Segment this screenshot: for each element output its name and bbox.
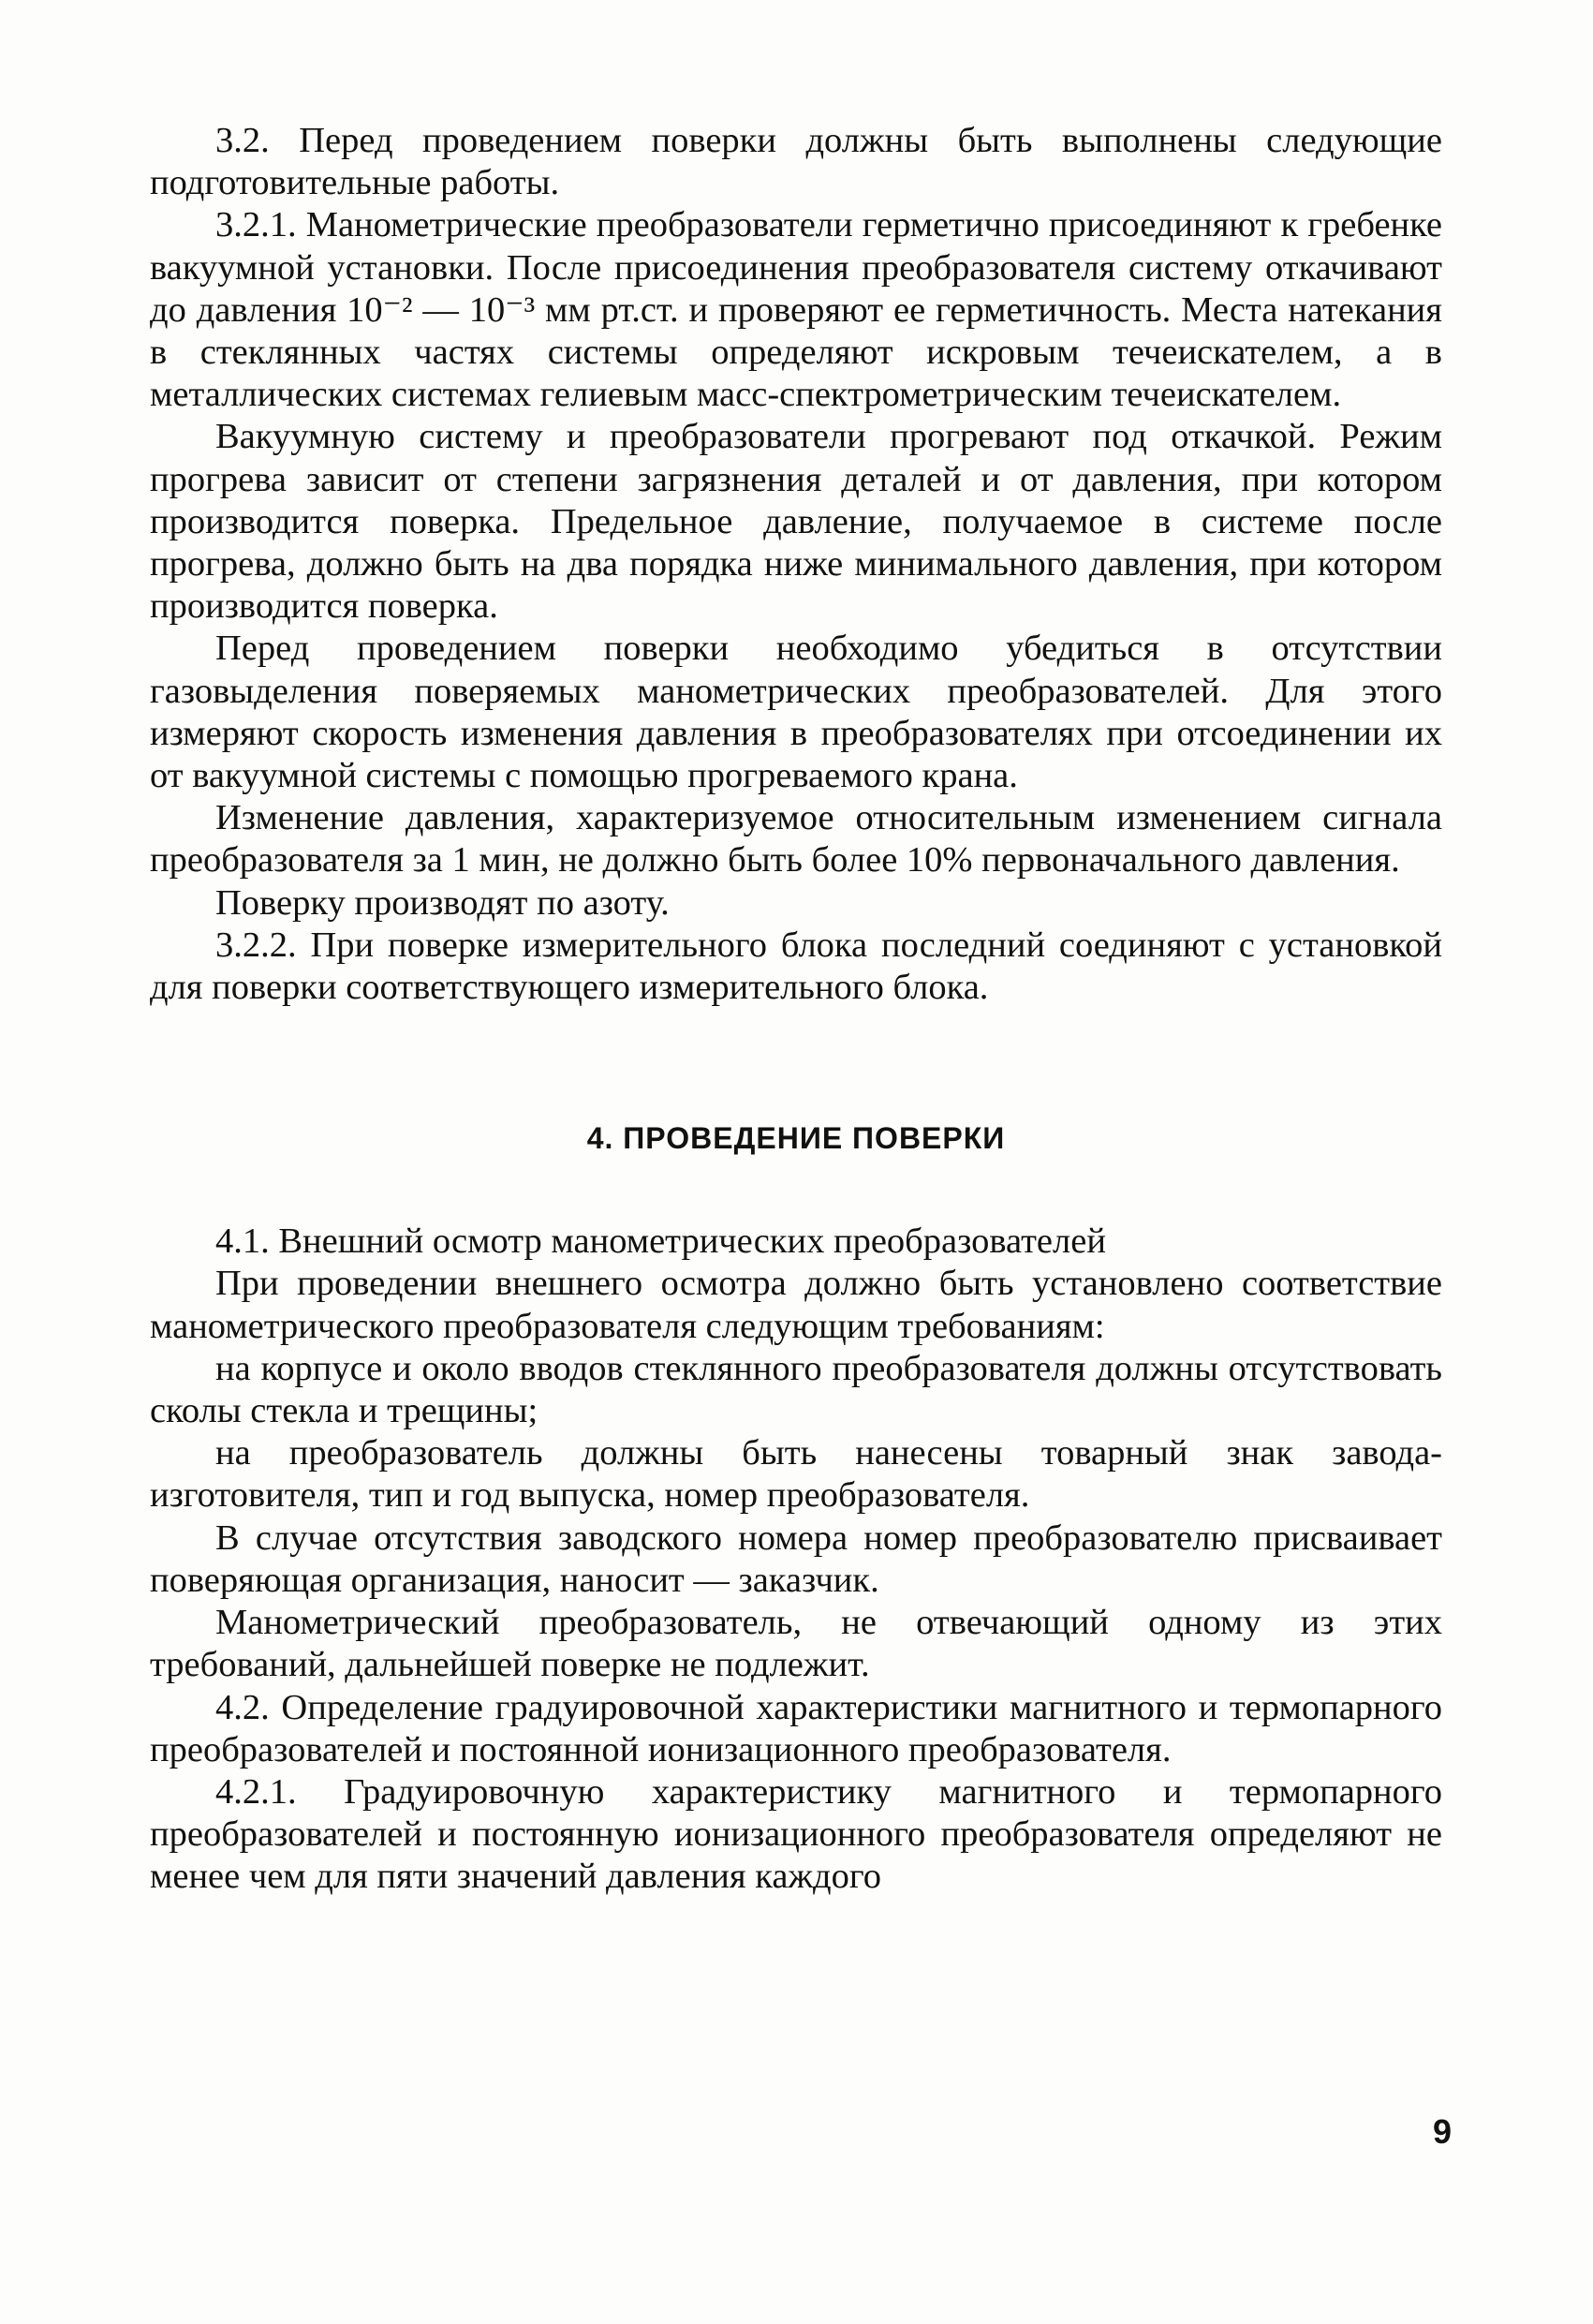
paragraph-3-2-2: 3.2.2. При поверке измерительного блока последний соединяют с установкой для поверки соответствующего измерительного блока. <box>150 925 1442 1008</box>
paragraph-3-2-1: 3.2.1. Манометрические преобразователи герметично присоединяют к гребенке вакуумной установки. После присоединения преобразователя систему откачивают до давления 10⁻² — 10⁻³ мм рт.ст. и проверяют ее герметичность. Места натекания в стеклянных частях системы определяют искровым течеискателем, а в металлических системах гелиевым масс-спектрометрическим течеискателем. <box>150 205 1442 415</box>
paragraph-serial-number: В случае отсутствия заводского номера номер преобразователю присваивает поверяющая организация, наносит — заказчик. <box>150 1517 1442 1600</box>
paragraph-heating: Вакуумную систему и преобразователи прогревают под откачкой. Режим прогрева зависит от степени загрязнения деталей и от давления, при котором производится поверка. Предельное давление, получаемое в системе после прогрева, должно быть на два порядка ниже минимального давления, при котором производится поверка. <box>150 417 1442 627</box>
heading-spacer <box>150 1009 1442 1119</box>
heading-spacer-after <box>150 1157 1442 1221</box>
paragraph-4-2-1: 4.2.1. Градуировочную характеристику магнитного и термопарного преобразователей и постоянную ионизационного преобразователя определяют не менее чем для пяти значений давления каждого <box>150 1771 1442 1897</box>
page-number: 9 <box>1432 2112 1452 2151</box>
body-text <box>150 120 1442 1899</box>
paragraph-4-1: 4.1. Внешний осмотр манометрических преобразователей <box>215 1221 1106 1262</box>
paragraph-nitrogen: Поверку производят по азоту. <box>215 882 670 923</box>
paragraph-requirement-2: на преобразователь должны быть нанесены товарный знак завода-изготовителя, тип и год выпуска, номер преобразователя. <box>150 1433 1442 1516</box>
paragraph-4-2: 4.2. Определение градуировочной характеристики магнитного и термопарного преобразователей и постоянной ионизационного преобразователя. <box>150 1687 1442 1769</box>
paragraph-requirement-1: на корпусе и около вводов стеклянного преобразователя должны отсутствовать сколы стекла и трещины; <box>150 1348 1442 1431</box>
paragraph-3-2: 3.2. Перед проведением поверки должны быть выполнены следующие подготовительные работы. <box>150 121 1442 203</box>
paragraph-pressure-change: Изменение давления, характеризуемое относительным изменением сигнала преобразователя за 1 мин, не должно быть более 10% первоначального давления. <box>150 798 1442 881</box>
section-heading: 4. ПРОВЕДЕНИЕ ПОВЕРКИ <box>586 1121 1006 1156</box>
paragraph-degassing: Перед проведением поверки необходимо убедиться в отсутствии газовыделения поверяемых манометрических преобразователей. Для этого измеряют скорость изменения давления в преобразователях при отсоединении их от вакуумной системы с помощью прогреваемого крана. <box>150 629 1442 796</box>
paragraph-rejection: Манометрический преобразователь, не отвечающий одному из этих требований, дальнейшей поверке не подлежит. <box>150 1603 1442 1685</box>
paragraph-inspection: При проведении внешнего осмотра должно быть установлено соответствие манометрического преобразователя следующим требованиям: <box>150 1264 1442 1346</box>
